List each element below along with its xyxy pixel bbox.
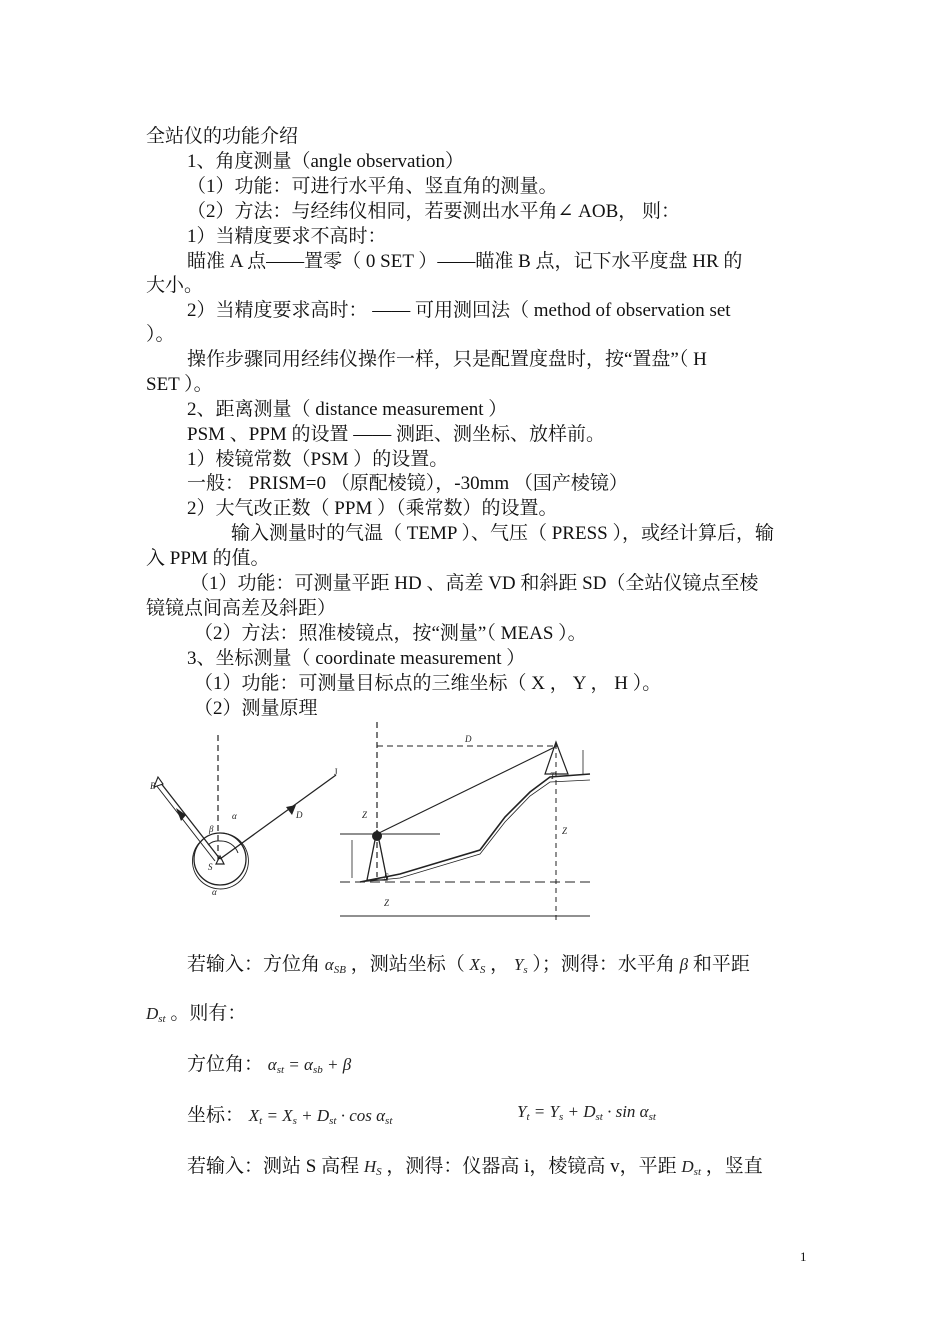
text-line: 大小。	[146, 275, 204, 296]
text-fragment: ，测得：仪器高 i，棱镜高 v，平距	[386, 1156, 677, 1177]
text-fragment: ，测站坐标（	[350, 954, 465, 975]
math-dst: $D_{st}$	[146, 1004, 166, 1025]
math-beta: β	[679, 955, 689, 974]
text-line: （2）测量原理	[194, 698, 318, 719]
section-heading-coordinate: 3、坐标测量（ coordinate measurement ）	[187, 648, 526, 669]
input-paragraph-line1	[187, 953, 750, 982]
svg-text:J: J	[334, 767, 338, 777]
doc-title: 全站仪的功能介绍	[146, 126, 299, 147]
elevation-paragraph-line	[187, 1155, 763, 1184]
text-line: （1）功能：可测量平距 HD 、高差 VD 和斜距 SD（全站仪镜点至棱	[190, 573, 759, 594]
x-formula: $X_t = X_s + D_{st} \cdot \cos \alpha_{st}$	[248, 1106, 393, 1127]
y-formula	[517, 1100, 656, 1129]
y-formula-expression: $Y_t = Y_s + D_{st} \cdot \sin \alpha_{st}$	[517, 1102, 656, 1123]
coord-label: 坐标：	[187, 1105, 245, 1126]
text-line: （1）功能：可进行水平角、竖直角的测量。	[187, 176, 558, 197]
math-hs: $H_S$	[363, 1157, 382, 1178]
section-heading-distance: 2、距离测量（ distance measurement ）	[187, 399, 508, 420]
svg-text:S: S	[384, 872, 389, 882]
text-line: （1）功能：可测量目标点的三维坐标（ X ， Y ， H ）。	[194, 673, 662, 694]
svg-text:β: β	[209, 824, 214, 834]
svg-text:α: α	[232, 811, 237, 821]
text-line: （2）方法：照准棱镜点，按“测量”（ MEAS ）。	[194, 623, 587, 644]
svg-text:Z: Z	[562, 826, 568, 836]
text-line: 操作步骤同用经纬仪操作一样，只是配置度盘时，按“置盘”（ H	[187, 349, 707, 370]
text-line: 瞄准 A 点——置零（ 0 SET ）——瞄准 B 点，记下水平度盘 HR 的	[187, 251, 743, 272]
text-fragment: 若输入：方位角	[187, 954, 321, 975]
text-fragment: 若输入：测站 S 高程	[187, 1156, 360, 1177]
text-fragment: 。则有：	[170, 1003, 247, 1024]
math-alpha-sb: $\alpha_{SB}$	[324, 955, 346, 976]
svg-text:Z: Z	[384, 898, 390, 908]
text-line: SET ）。	[146, 374, 213, 395]
text-fragment: ，竖直	[705, 1156, 763, 1177]
text-line: 1）棱镜常数（PSM ）的设置。	[187, 449, 449, 470]
text-fragment: ，	[490, 954, 510, 975]
section-heading-angle: 1、角度测量（angle observation）	[187, 151, 465, 172]
azimuth-label: 方位角：	[187, 1054, 264, 1075]
page-number: 1	[800, 1249, 807, 1264]
azimuth-formula-line	[187, 1053, 351, 1082]
text-line: 2）当精度要求高时： —— 可用测回法（ method of observation set	[187, 300, 731, 321]
svg-text:D: D	[296, 810, 303, 820]
azimuth-plan-diagram	[146, 735, 361, 920]
text-fragment: 和平距	[692, 954, 750, 975]
text-line: （2）方法：与经纬仪相同，若要测出水平角∠ AOB， 则：	[187, 201, 681, 222]
svg-text:Z: Z	[362, 810, 368, 820]
text-line: 输入测量时的气温（ TEMP ）、气压（ PRESS ），或经计算后，输	[231, 523, 774, 544]
text-line: 一般： PRISM=0 （原配棱镜），-30mm （国产棱镜）	[187, 473, 628, 494]
text-line: 镜镜点间高差及斜距）	[146, 598, 337, 619]
input-paragraph-line2	[146, 1002, 246, 1031]
text-line: 1）当精度要求不高时：	[187, 226, 387, 247]
text-line: 入 PPM 的值。	[146, 548, 270, 569]
svg-text:D: D	[465, 734, 472, 744]
math-ys: $Y_s$	[513, 955, 528, 976]
text-line: 2）大气改正数（ PPM ）（乘常数）的设置。	[187, 498, 558, 519]
svg-text:S: S	[208, 862, 213, 872]
coordinate-formula-line	[187, 1104, 392, 1133]
svg-text:T: T	[550, 771, 556, 781]
math-dst-2: $D_{st}$	[681, 1157, 702, 1178]
text-line: PSM 、PPM 的设置 —— 测距、测坐标、放样前。	[187, 424, 606, 445]
azimuth-formula: $\alpha_{st} = \alpha_{sb} + \beta$	[267, 1055, 352, 1076]
svg-text:B: B	[150, 781, 156, 791]
svg-text:α: α	[212, 887, 217, 897]
text-line: ）。	[146, 324, 175, 345]
text-fragment: ）；测得：水平角	[532, 954, 675, 975]
math-xs: $X_S$	[469, 955, 486, 976]
elevation-profile-diagram	[340, 722, 600, 922]
